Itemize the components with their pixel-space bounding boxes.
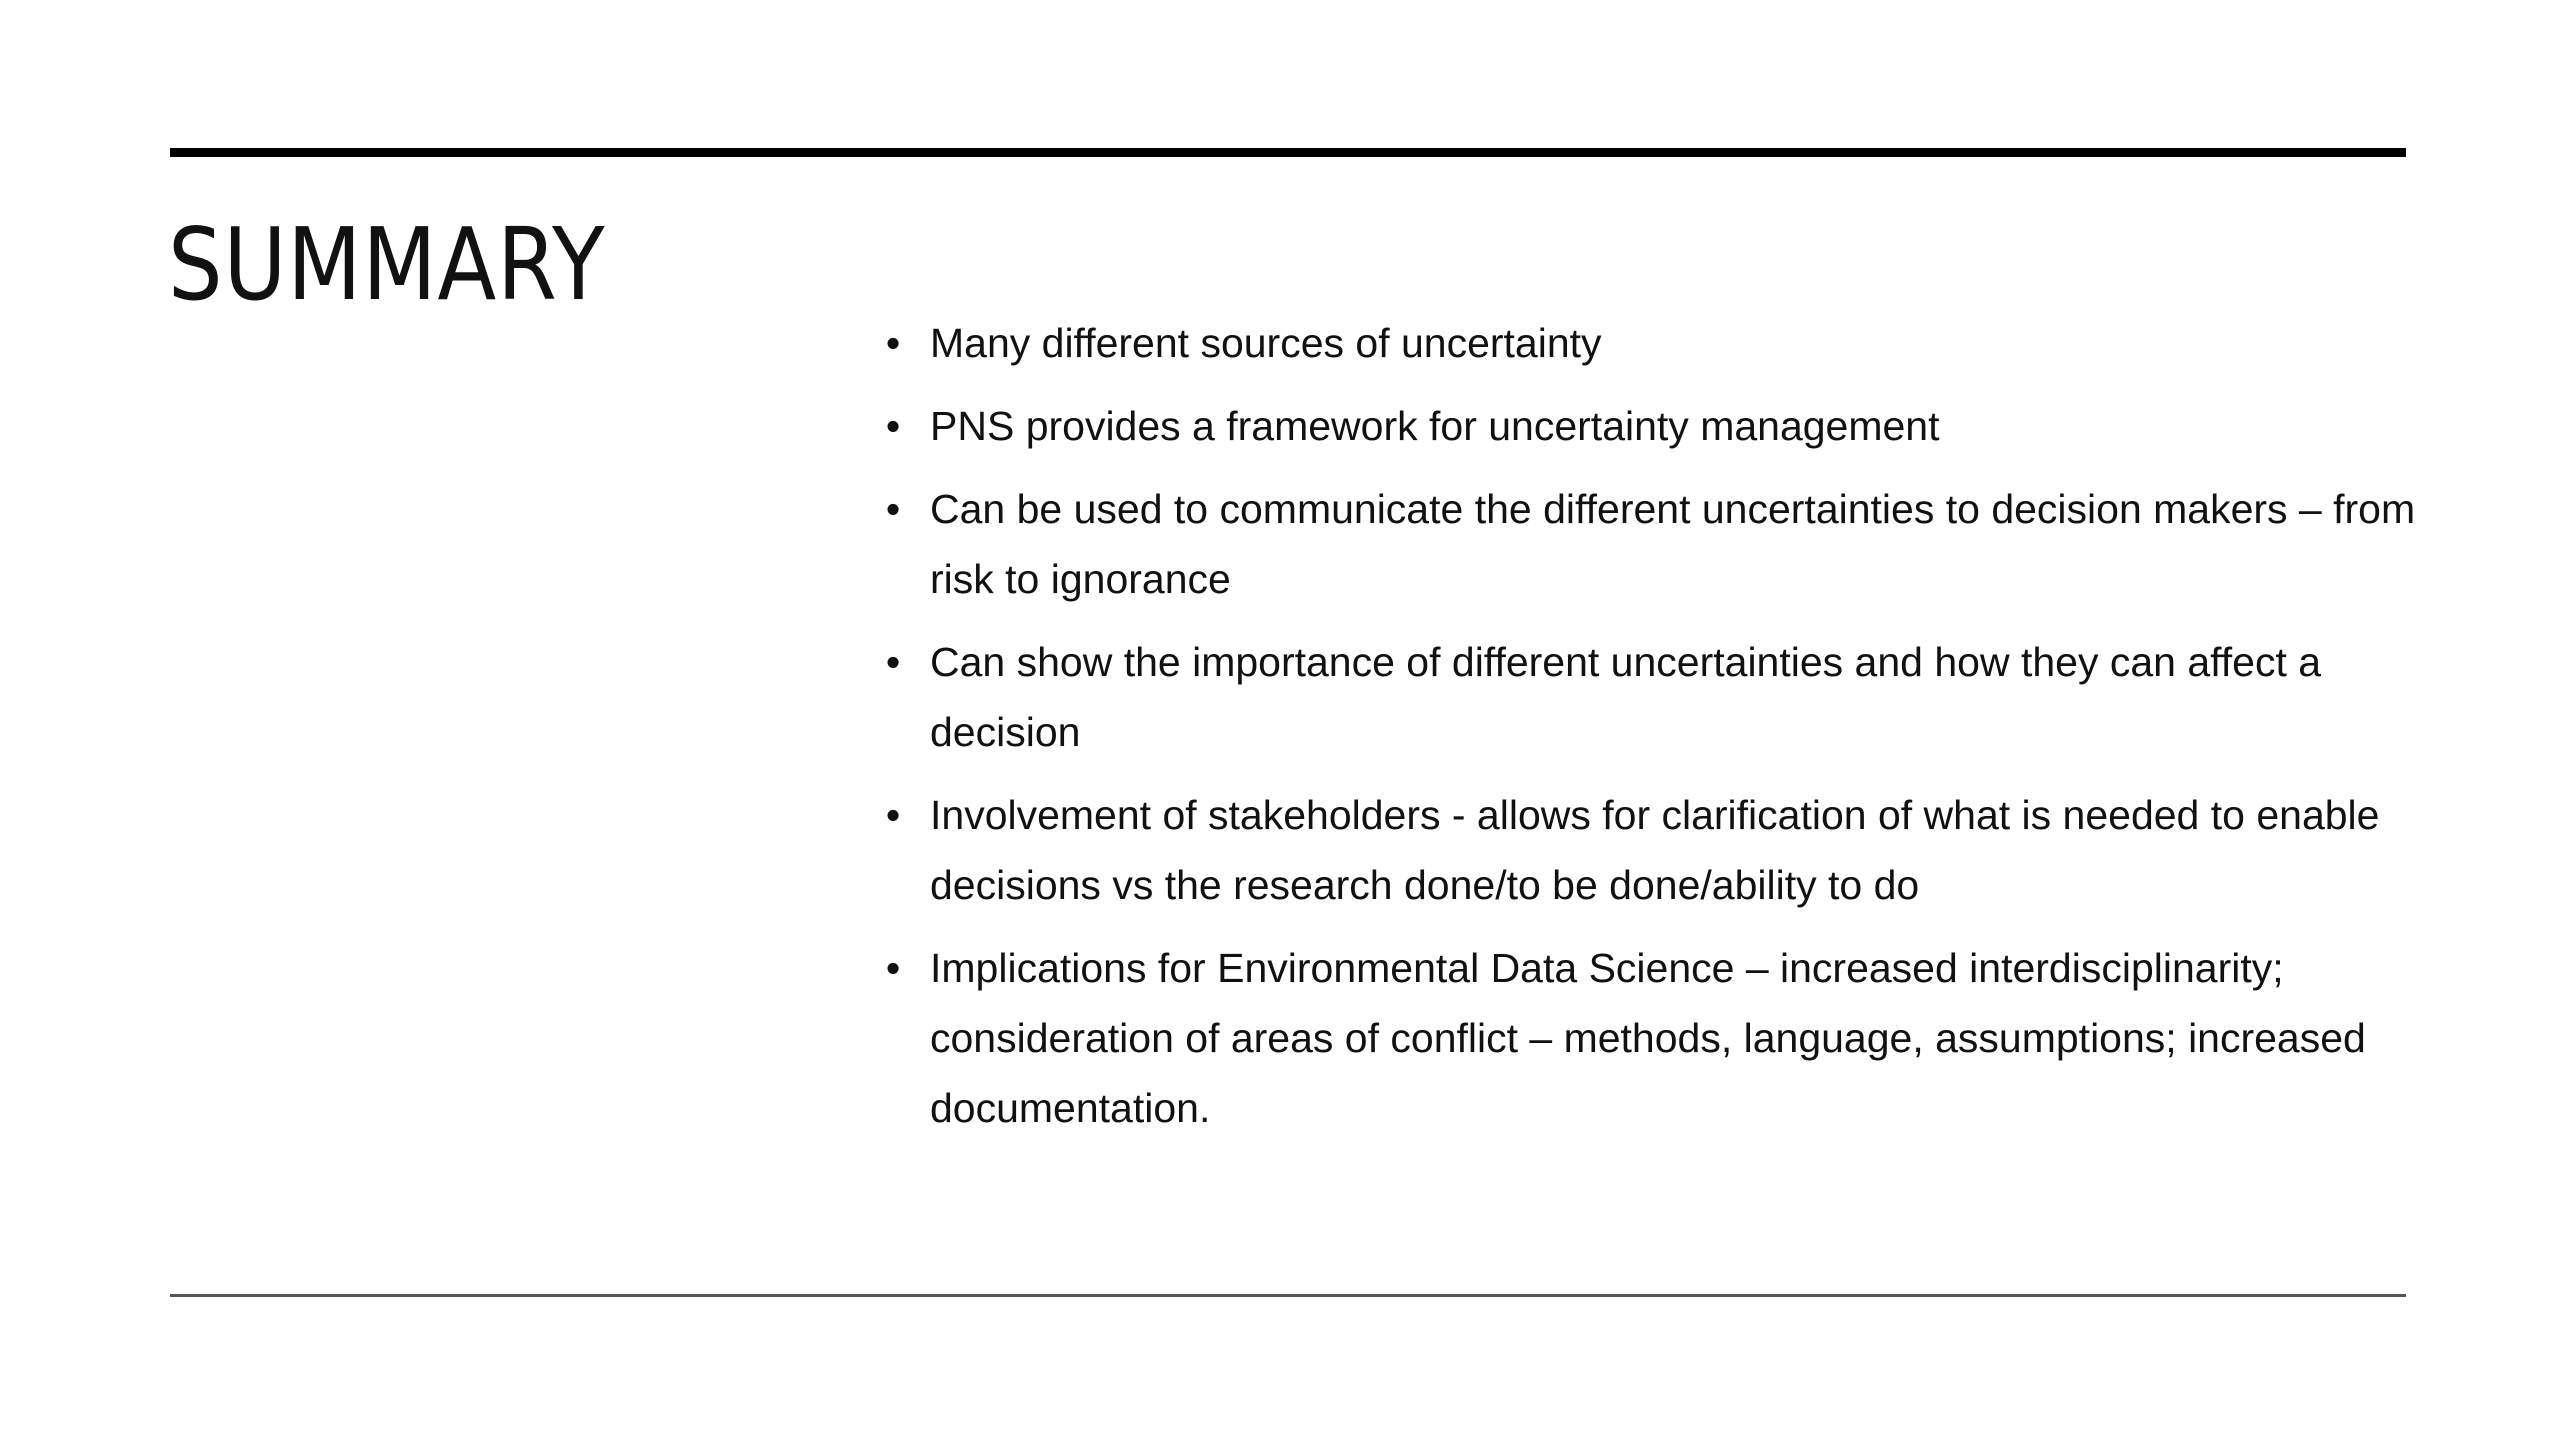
bullet-icon: •: [885, 945, 901, 991]
bullet-icon: •: [885, 486, 901, 532]
bullet-item: [880, 627, 2420, 767]
bullet-icon: •: [885, 792, 901, 838]
bullet-item: [880, 308, 2420, 378]
bullet-item: [880, 933, 2420, 1143]
bullet-text: Involvement of stakeholders - allows for clarification of what is needed to enable decisions vs the research done/to be done/ability to do: [930, 792, 2380, 908]
bullet-item: [880, 474, 2420, 614]
bullet-item: [880, 391, 2420, 461]
bullet-icon: •: [885, 403, 901, 449]
bullet-icon: •: [885, 639, 901, 685]
bullet-text: Can show the importance of different uncertainties and how they can affect a decision: [930, 639, 2322, 755]
bottom-divider: [170, 1294, 2406, 1297]
bullet-icon: •: [885, 320, 901, 366]
top-divider: [170, 148, 2406, 157]
bullet-item: [880, 780, 2420, 920]
bullet-text: Implications for Environmental Data Science – increased interdisciplinarity; consideration of areas of conflict – methods, language, assumptions; increased documentation.: [930, 945, 2366, 1131]
bullet-text: Can be used to communicate the different uncertainties to decision makers – from risk to ignorance: [930, 486, 2416, 602]
bullet-list: [880, 308, 2420, 1156]
bullet-text: PNS provides a framework for uncertainty management: [930, 403, 1940, 449]
slide-title: SUMMARY: [168, 206, 606, 323]
bullet-text: Many different sources of uncertainty: [930, 320, 1602, 366]
